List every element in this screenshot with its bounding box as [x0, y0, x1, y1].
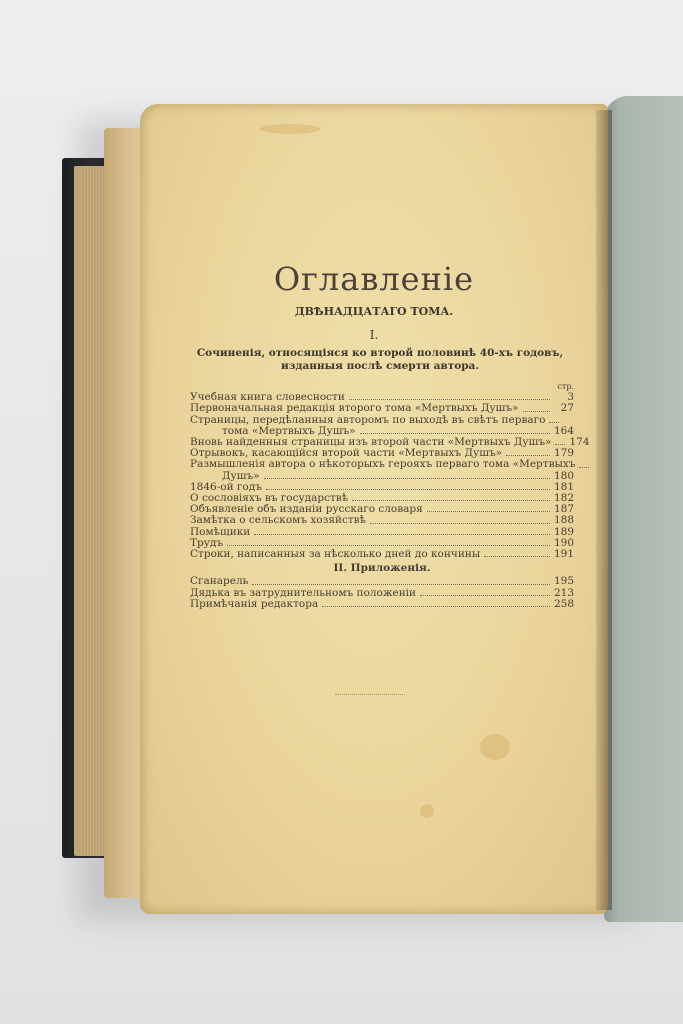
book-gutter	[596, 110, 612, 910]
toc-entry	[190, 527, 574, 538]
toc-entry-title: Строки, написанныя за нѣсколько дней до кончины	[190, 548, 481, 561]
toc-entry-title: Помѣщики	[190, 525, 251, 538]
toc-main-list	[190, 391, 590, 561]
toc-entry-page: 164	[553, 424, 574, 437]
toc-leader-dots	[349, 399, 550, 400]
toc-leader-dots	[484, 556, 550, 557]
page-title: Оглавленіе	[273, 260, 475, 298]
toc-entry-title: Отрывокъ, касающійся второй части «Мертвыхъ Душъ»	[190, 447, 503, 460]
toc-leader-dots	[352, 500, 550, 501]
toc-entry-title: Замѣтка о сельскомъ хозяйствѣ	[190, 514, 366, 527]
table-of-contents	[190, 381, 590, 610]
toc-leader-dots	[549, 422, 559, 423]
toc-entry-page: 180	[553, 469, 574, 482]
toc-entry-title: тома «Мертвыхъ Душъ»	[222, 424, 356, 437]
contents-page	[140, 104, 608, 914]
toc-leader-dots	[252, 584, 550, 585]
appendix-heading: II. Приложенія.	[333, 562, 431, 575]
toc-leader-dots	[370, 523, 550, 524]
toc-entry-page: 179	[553, 447, 574, 460]
toc-entry	[190, 459, 574, 470]
toc-entry-page: 187	[553, 503, 574, 516]
toc-entry-title: Примѣчанія редактора	[190, 597, 319, 610]
page-stain	[260, 124, 320, 134]
toc-entry-title: Трудъ	[190, 536, 224, 549]
toc-leader-dots	[579, 467, 589, 468]
toc-entry-title: Первоначальная редакція второго тома «Мертвыхъ Душъ»	[190, 402, 519, 415]
toc-entry-page: 3	[567, 391, 574, 404]
page-ornament	[335, 694, 405, 695]
toc-entry-title: О сословіяхъ въ государствѣ	[190, 492, 349, 505]
toc-leader-dots	[523, 411, 550, 412]
toc-entry-title: Учебная книга словесности	[190, 391, 345, 404]
page-stack	[104, 128, 144, 898]
toc-entry-page: 27	[560, 402, 574, 415]
toc-entry-page: 174	[569, 436, 590, 449]
section-heading: Сочиненія, относящіяся ко второй половинѣ 40-хъ годовъ, изданныя послѣ смерти автора.	[196, 347, 564, 372]
toc-entry-page: 258	[553, 597, 574, 610]
toc-leader-dots	[420, 595, 550, 596]
toc-leader-dots	[254, 534, 550, 535]
toc-leader-dots	[266, 489, 550, 490]
facing-page	[604, 96, 683, 922]
page-stain	[480, 734, 510, 760]
toc-entry	[190, 599, 574, 610]
toc-entry	[190, 515, 574, 526]
toc-entry-title: Дядька въ затруднительномъ положеніи	[190, 586, 417, 599]
toc-entry-page: 191	[553, 548, 574, 561]
page-column-label: стр.	[557, 382, 574, 391]
toc-leader-dots	[506, 455, 550, 456]
toc-entry-page: 195	[553, 575, 574, 588]
toc-appendix-list	[190, 576, 574, 610]
volume-subtitle: ДВѢНАДЦАТАГО ТОМА.	[294, 305, 454, 318]
toc-entry	[190, 576, 574, 587]
section-number: I.	[369, 328, 379, 342]
toc-entry	[190, 403, 574, 414]
toc-entry-page: 182	[553, 492, 574, 505]
toc-entry-page: 213	[553, 586, 574, 599]
toc-entry	[190, 549, 574, 560]
toc-entry-title: 1846-ой годъ	[190, 480, 262, 493]
toc-leader-dots	[427, 511, 550, 512]
toc-leader-dots	[322, 606, 550, 607]
toc-entry-page: 188	[553, 514, 574, 527]
toc-entry-title: Душъ»	[222, 469, 260, 482]
toc-entry-page: 189	[553, 525, 574, 538]
toc-entry-title: Страницы, передѣланныя авторомъ по выходѣ въ свѣтъ перваго	[190, 413, 546, 426]
toc-leader-dots	[360, 433, 550, 434]
toc-entry-title: Сганарель	[190, 575, 249, 588]
toc-leader-dots	[264, 478, 550, 479]
toc-leader-dots	[555, 444, 565, 445]
toc-entry-title: Объявленіе объ изданіи русскаго словаря	[190, 503, 423, 516]
toc-entry-title: Размышленія автора о нѣкоторыхъ герояхъ перваго тома «Мертвыхъ	[190, 458, 576, 471]
toc-entry-page: 181	[553, 480, 574, 493]
toc-entry-page: 190	[553, 536, 574, 549]
toc-entry-title: Вновь найденныя страницы изъ второй части «Мертвыхъ Душъ»	[190, 436, 552, 449]
page-stain	[420, 804, 434, 818]
toc-leader-dots	[227, 545, 550, 546]
